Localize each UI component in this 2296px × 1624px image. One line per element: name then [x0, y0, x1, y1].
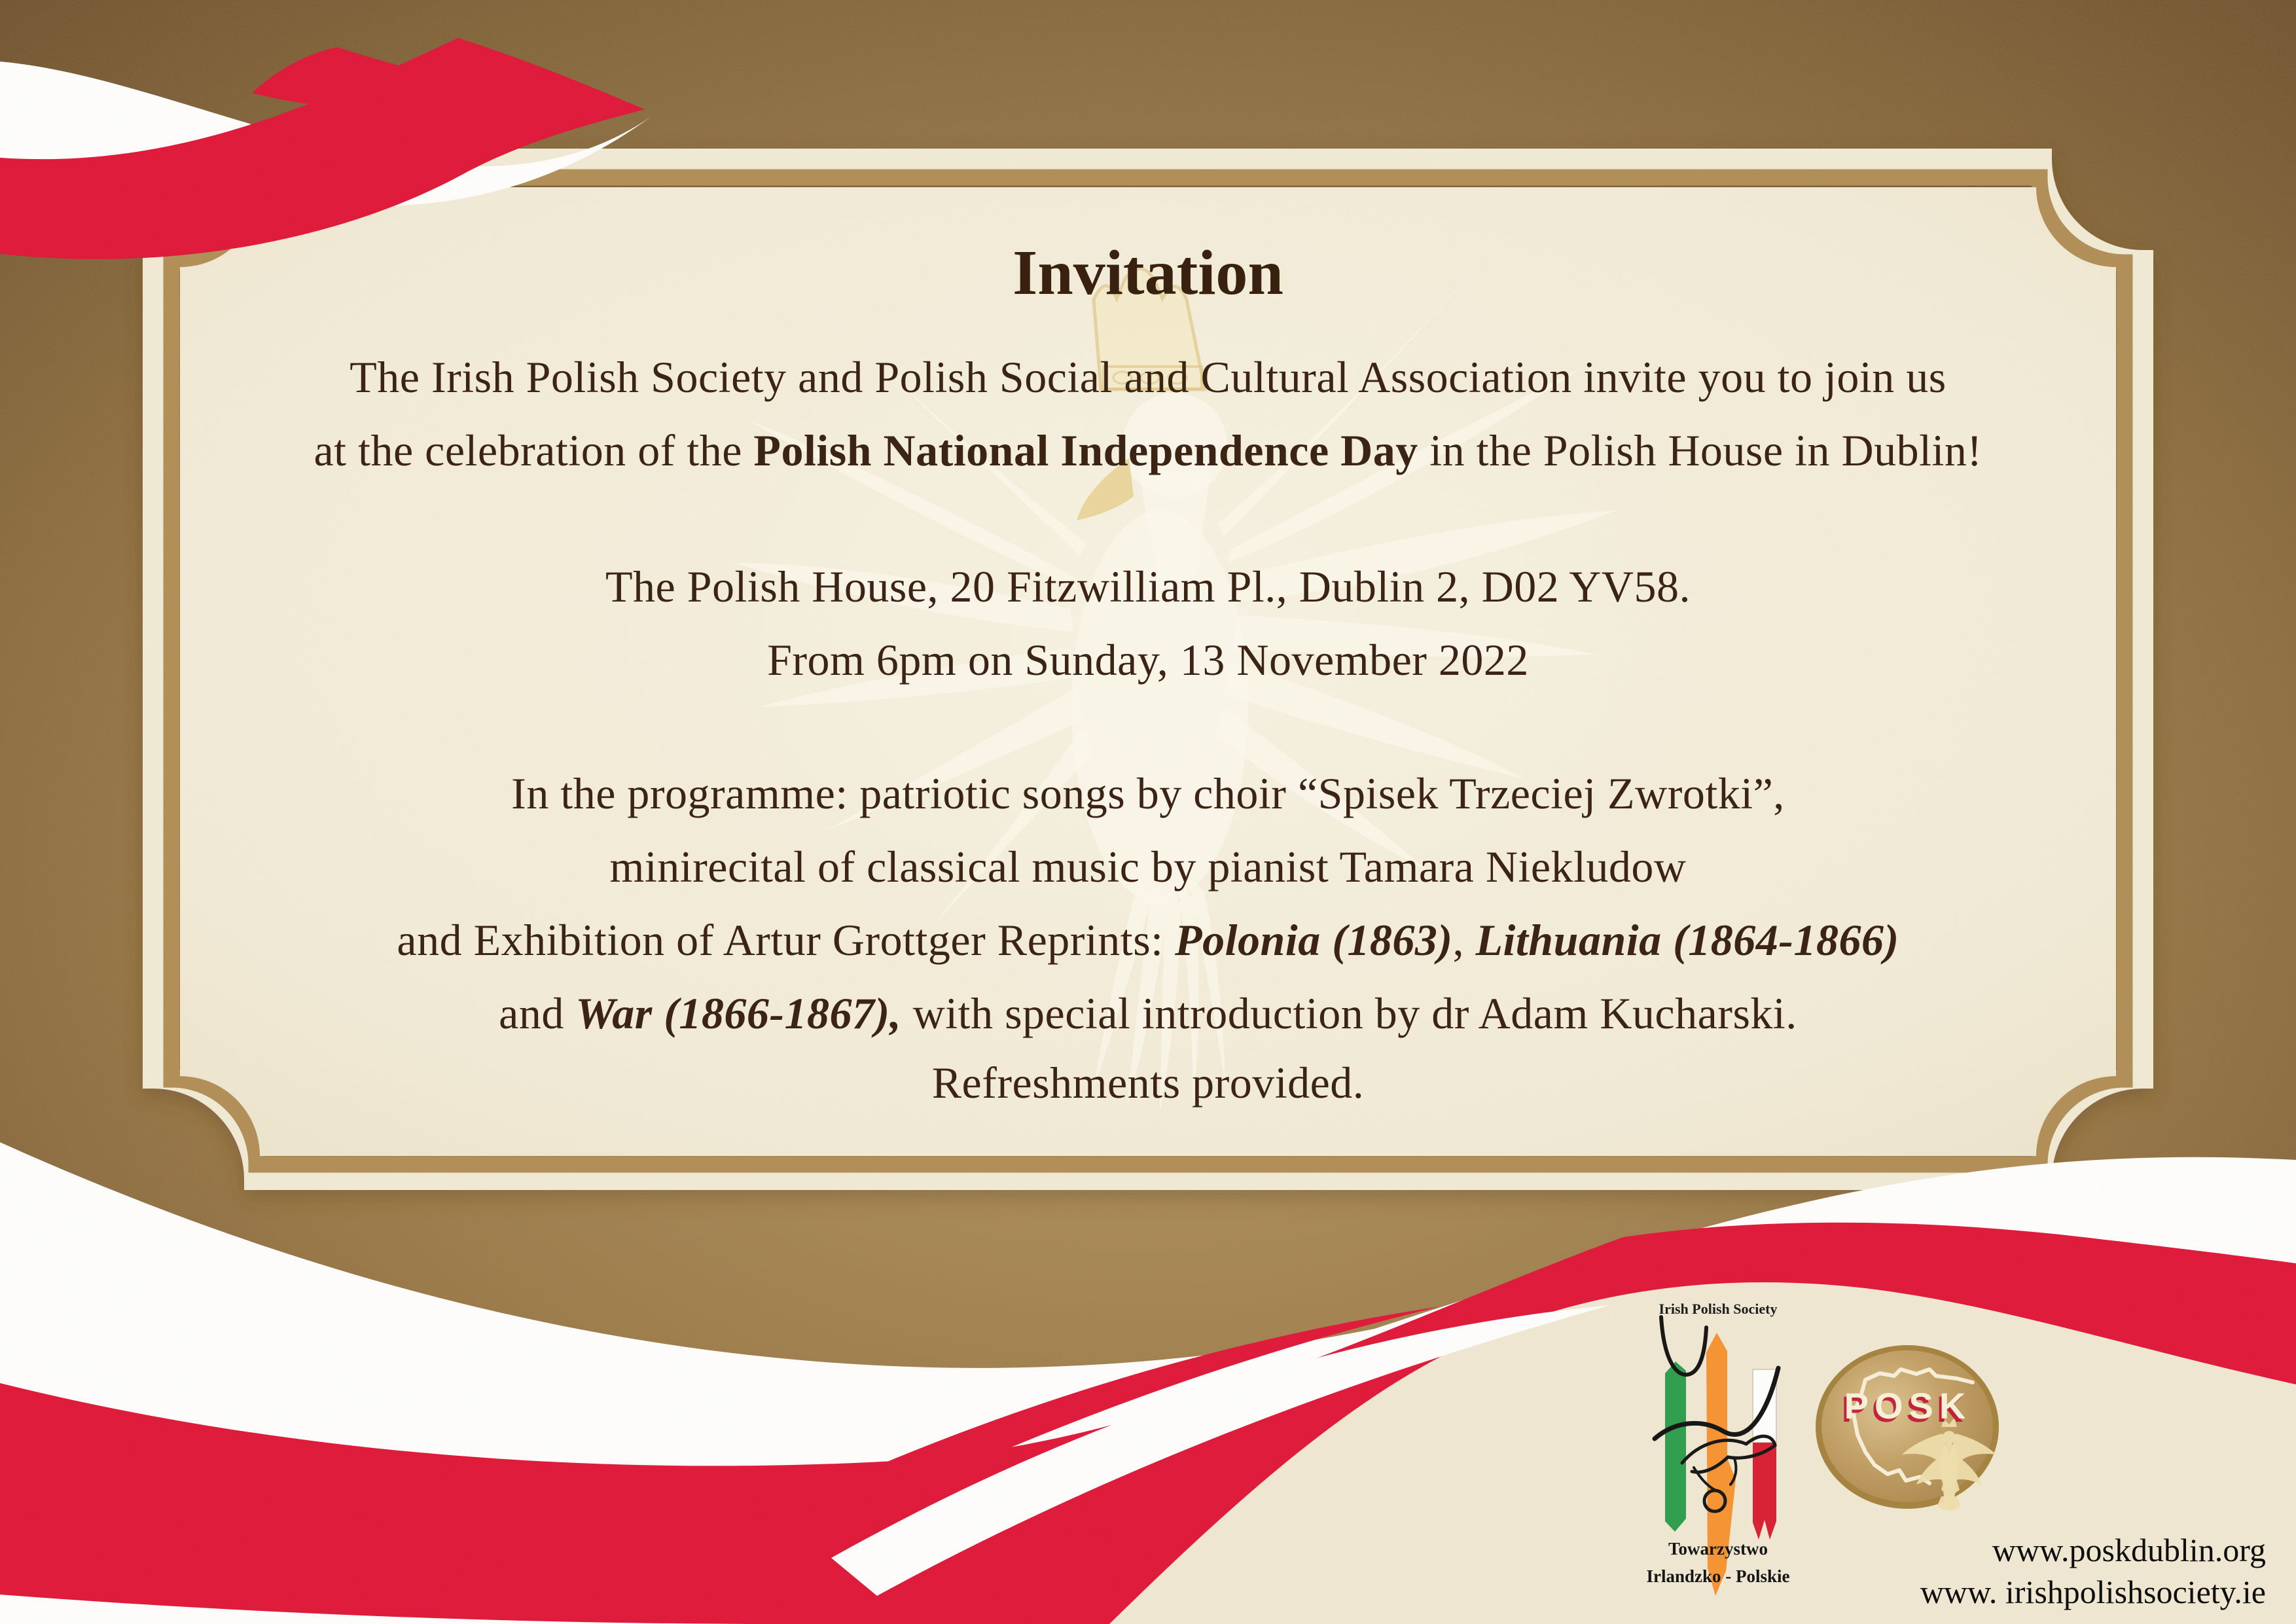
and-text: and [499, 988, 576, 1038]
polonia-title: Polonia (1863) [1175, 915, 1453, 965]
intro-line-2-tail: in the Polish House in Dublin! [1418, 425, 1982, 475]
intro-line-2 [183, 424, 2113, 477]
refreshments-line: Refreshments provided. [931, 1058, 1365, 1108]
posk-website-link[interactable]: www.poskdublin.org [1992, 1532, 2266, 1568]
independence-day-bold: Polish National Independence Day [753, 425, 1418, 475]
intro-line-1: The Irish Polish Society and Polish Social and Cultural Association invite you to join us [350, 352, 1946, 402]
exhibition-text: and Exhibition of Artur Grottger Reprints: [397, 915, 1175, 965]
datetime-line: From 6pm on Sunday, 13 November 2022 [767, 635, 1529, 685]
lithuania-title: Lithuania (1864-1866) [1475, 915, 1899, 965]
introduction-text: with special introduction by dr Adam Kucharski. [901, 988, 1797, 1038]
war-title: War (1866-1867), [575, 988, 902, 1038]
intro-line-2-regular: at the celebration of the [314, 425, 754, 475]
programme-line-4 [183, 987, 2113, 1039]
ips-logo-caption-1: Towarzystwo [1668, 1539, 1768, 1559]
posk-logo-label: POSK [1844, 1385, 1972, 1426]
invitation-title: Invitation [1013, 238, 1283, 308]
programme-line-2: minirecital of classical music by pianist Tamara Niekludow [609, 842, 1687, 892]
programme-line-1: In the programme: patriotic songs by choir “Spisek Trzeciej Zwrotki”, [511, 768, 1785, 818]
ips-website-link[interactable]: www. irishpolishsociety.ie [1920, 1574, 2266, 1610]
programme-line-3 [183, 914, 2113, 966]
ips-logo-caption-2: Irlandzko - Polskie [1646, 1566, 1790, 1586]
separator: , [1452, 915, 1476, 965]
ips-logo-title: Irish Polish Society [1659, 1301, 1778, 1317]
venue-line: The Polish House, 20 Fitzwilliam Pl., Dublin 2, D02 YV58. [605, 562, 1691, 611]
